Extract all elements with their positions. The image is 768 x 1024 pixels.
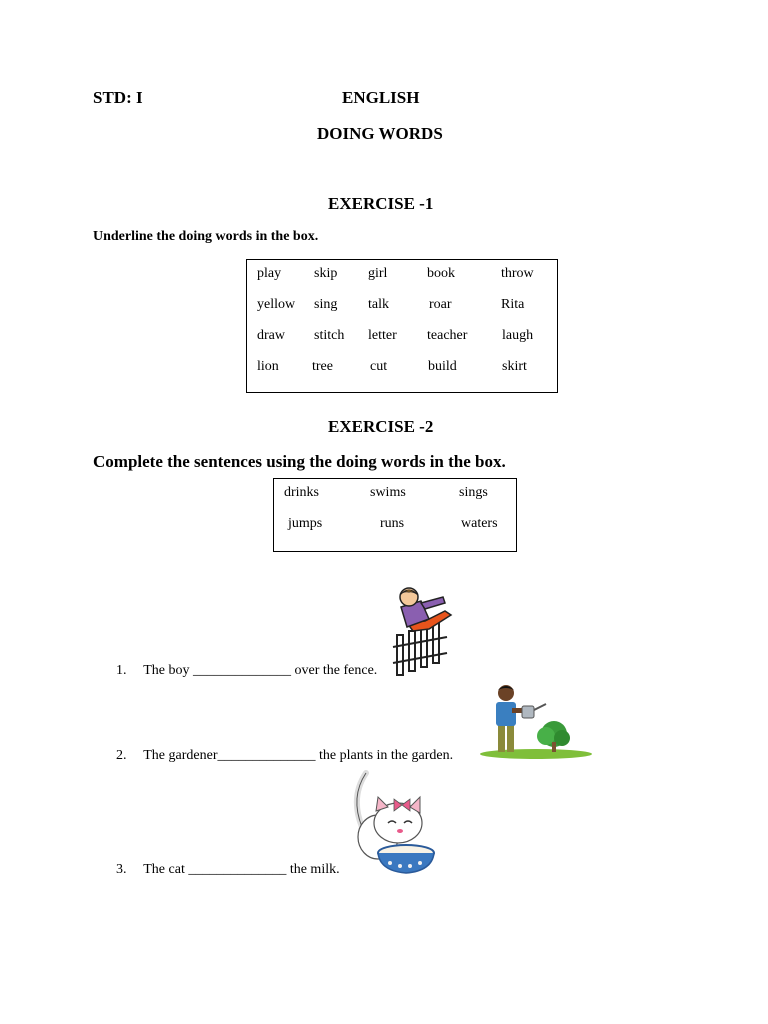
cat-drinking-milk-image [348, 767, 438, 882]
word-cell: swims [370, 485, 406, 500]
word-cell: sing [314, 297, 338, 312]
word-cell: roar [429, 297, 452, 312]
sentence-text: The gardener______________ the plants in the garden. [143, 748, 454, 763]
word-cell: teacher [427, 328, 468, 343]
word-cell: drinks [284, 485, 319, 500]
sentence-text: The boy ______________ over the fence. [143, 663, 378, 678]
sentence-3 [116, 862, 340, 878]
exercise1-instruction: Underline the doing words in the box. [93, 229, 319, 244]
word-cell: tree [312, 359, 333, 374]
word-cell: talk [368, 297, 389, 312]
word-box-1 [246, 259, 558, 393]
word-cell: letter [368, 328, 397, 343]
word-cell: sings [459, 485, 488, 500]
sentence-number: 2. [116, 748, 127, 763]
word-cell: girl [368, 266, 388, 281]
subject-title: ENGLISH [342, 88, 420, 107]
word-cell: stitch [314, 328, 345, 343]
word-cell: laugh [502, 328, 534, 343]
word-cell: lion [257, 359, 279, 374]
exercise1-heading: EXERCISE -1 [328, 194, 434, 213]
word-cell: Rita [501, 297, 525, 312]
word-cell: play [257, 266, 282, 281]
std-label: STD: I [93, 88, 143, 107]
sentence-text: The cat ______________ the milk. [143, 862, 340, 877]
word-cell: book [427, 266, 455, 281]
word-cell: runs [380, 516, 405, 531]
word-cell: waters [461, 516, 498, 531]
sentence-1 [116, 663, 377, 679]
word-cell: draw [257, 328, 285, 343]
page-title: DOING WORDS [317, 124, 443, 143]
word-cell: cut [370, 359, 388, 374]
word-cell: build [428, 359, 457, 374]
word-box-2 [273, 478, 517, 552]
word-cell: throw [501, 266, 534, 281]
exercise2-heading: EXERCISE -2 [328, 417, 434, 436]
word-cell: yellow [257, 297, 296, 312]
gardener-watering-image [476, 680, 592, 760]
sentence-number: 1. [116, 663, 127, 678]
word-cell: skirt [502, 359, 527, 374]
boy-jumping-fence-image [385, 585, 457, 680]
word-cell: jumps [288, 516, 323, 531]
sentence-2 [116, 748, 453, 764]
word-cell: skip [314, 266, 338, 281]
exercise2-instruction: Complete the sentences using the doing words in the box. [93, 452, 506, 471]
sentence-number: 3. [116, 862, 127, 877]
